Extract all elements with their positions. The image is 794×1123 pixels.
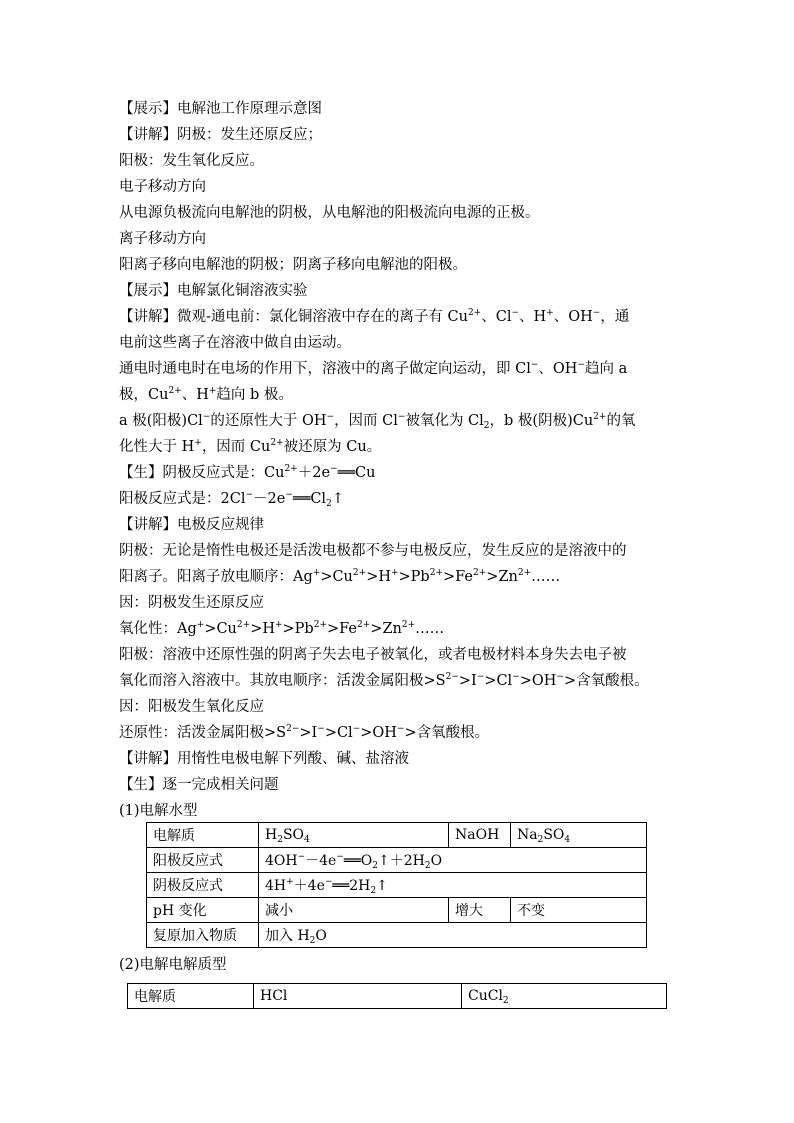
superscript: +	[274, 620, 283, 630]
superscript: +	[312, 568, 321, 578]
table-row	[147, 823, 647, 848]
superscript: −	[476, 672, 485, 682]
text-run: >Cu	[204, 621, 237, 637]
superscript: −	[336, 852, 344, 862]
text-line	[119, 307, 679, 327]
superscript: −	[317, 724, 325, 734]
text-run: ，通	[600, 309, 630, 325]
text-run: NaOH	[455, 827, 500, 843]
text-run: >Fe	[327, 621, 358, 637]
table-cell	[128, 984, 254, 1009]
text-line	[119, 671, 679, 691]
text-run: 、OH	[553, 309, 593, 325]
superscript: −	[324, 877, 333, 887]
text-line	[119, 229, 679, 249]
subscript: 4	[564, 835, 571, 845]
table-cell	[147, 823, 259, 848]
text-line	[119, 151, 679, 171]
text-run: 加入 H	[265, 928, 310, 944]
table-cell	[462, 984, 667, 1009]
text-run: 【展示】电解池工作原理示意图	[119, 101, 322, 117]
text-run: 【讲解】电极反应规律	[119, 517, 264, 533]
table-cell	[147, 873, 259, 898]
text-run: a 极(阳极)Cl	[119, 413, 203, 429]
text-run: ↑	[376, 878, 388, 894]
table-row	[128, 984, 667, 1009]
text-line	[119, 723, 679, 743]
table-cell	[147, 898, 259, 923]
text-line	[119, 177, 679, 197]
superscript: +	[546, 308, 554, 318]
superscript: +	[286, 877, 294, 887]
table-row	[147, 848, 647, 873]
text-run: 不变	[517, 903, 545, 919]
text-run: (2)电解电解质型	[119, 957, 227, 973]
text-run: 【讲解】用惰性电极电解下列酸、碱、盐溶液	[119, 751, 409, 767]
text-run: >Fe	[443, 569, 474, 585]
text-run: ，b 极(阴极)Cu	[489, 413, 594, 429]
text-run: 【生】阴极反应式是：Cu	[119, 465, 285, 481]
text-run: 被氧化为 Cl	[405, 413, 484, 429]
text-run: ══Cu	[337, 465, 376, 481]
text-run: 、Cl	[481, 309, 512, 325]
text-run: 化性大于 H	[119, 439, 195, 455]
text-line	[119, 749, 679, 769]
text-line	[119, 203, 679, 223]
text-run: >Pb	[398, 569, 430, 585]
text-run: 从电源负极流向电解池的阴极，从电解池的阳极流向电源的正极。	[119, 205, 540, 221]
superscript: 2−	[445, 672, 459, 682]
table-cell	[259, 873, 647, 898]
text-line	[119, 255, 679, 275]
subscript: 2	[309, 936, 316, 946]
superscript: 2+	[270, 438, 284, 448]
subscript: 4	[304, 835, 310, 845]
superscript: 2+	[473, 568, 487, 578]
superscript: −	[397, 412, 406, 422]
text-run: 【讲解】微观-通电前：氯化铜溶液中存在的离子有 Cu	[119, 309, 468, 325]
text-run: ……	[531, 569, 561, 585]
superscript: +	[196, 620, 205, 630]
text-run: 趋向 b 极。	[216, 387, 293, 403]
table-cell	[259, 848, 647, 873]
table-row	[147, 923, 647, 948]
text-line	[119, 955, 679, 975]
text-run: 增大	[455, 903, 483, 919]
text-line	[119, 593, 679, 613]
text-run: >I	[458, 673, 477, 689]
text-run: Na	[517, 827, 538, 843]
text-run: 氧化性：Ag	[119, 621, 197, 637]
text-run: H	[265, 827, 278, 843]
text-run: >Cl	[324, 725, 353, 741]
text-run: >Cu	[320, 569, 353, 585]
text-line	[119, 281, 679, 301]
subscript: 2	[372, 861, 378, 871]
text-run: >OH	[360, 725, 397, 741]
text-run: >Pb	[282, 621, 314, 637]
text-run: ＋2e	[297, 465, 331, 481]
text-run: >Zn	[370, 621, 402, 637]
superscript: −	[245, 490, 254, 500]
text-run: 、OH	[538, 361, 578, 377]
text-run: 阳极：发生氧化反应。	[119, 153, 264, 169]
superscript: −	[202, 412, 211, 422]
text-run: O	[430, 853, 443, 869]
text-run: ↑	[331, 491, 344, 507]
text-run: 阳离子移向电解池的阴极；阴离子移向电解池的阳极。	[119, 257, 467, 273]
text-line	[119, 775, 679, 795]
text-run: HCl	[260, 988, 288, 1004]
text-run: 、H	[519, 309, 547, 325]
text-run: O	[315, 928, 327, 944]
text-run: 的还原性大于 OH	[210, 413, 327, 429]
superscript: +	[194, 438, 202, 448]
table-cell	[259, 898, 449, 923]
text-line	[119, 99, 679, 119]
text-run: 因：阳极发生氧化反应	[119, 699, 264, 715]
superscript: −	[556, 672, 564, 682]
superscript: 2+	[313, 620, 328, 630]
text-run: 阴极：无论是惰性电极还是活泼电极都不参与电极反应，发生反应的是溶液中的	[119, 543, 627, 559]
table-cell	[147, 848, 259, 873]
text-run: >I	[299, 725, 318, 741]
text-run: 电前这些离子在溶液中做自由运动。	[119, 335, 351, 351]
text-run: 4H	[265, 878, 287, 894]
superscript: −	[330, 464, 338, 474]
superscript: 2+	[467, 308, 482, 318]
text-run: ══2H	[332, 878, 371, 894]
superscript: −	[577, 360, 585, 370]
superscript: 2+	[401, 620, 416, 630]
text-run: >Cl	[484, 673, 513, 689]
superscript: −	[396, 724, 405, 734]
table-cell	[147, 923, 259, 948]
text-run: 氧化而溶入溶液中。其放电顺序：活泼金属阳极>S	[119, 673, 446, 689]
text-run: 电解质	[153, 828, 195, 844]
text-run: 被还原为 Cu。	[283, 439, 382, 455]
text-line	[119, 489, 679, 509]
table-cell	[449, 898, 511, 923]
text-run: 还原性：活泼金属阳极>S	[119, 725, 287, 741]
text-run: 、H	[181, 387, 209, 403]
subscript: 2	[370, 886, 377, 896]
text-run: CuCl	[468, 988, 503, 1004]
text-run: >H	[366, 569, 391, 585]
superscript: +	[390, 568, 399, 578]
subscript: 2	[277, 835, 283, 845]
text-run: ══Cl	[292, 491, 327, 507]
text-run: 趋向 a	[584, 361, 628, 377]
text-run: (1)电解水型	[119, 803, 198, 819]
table-cell	[259, 923, 647, 948]
superscript: 2+	[357, 620, 371, 630]
superscript: 2+	[517, 568, 532, 578]
text-run: >OH	[519, 673, 557, 689]
table-row	[147, 873, 647, 898]
text-run: ══O	[343, 853, 373, 869]
text-run: 阳极反应式	[153, 853, 223, 869]
electrolyte-type-table	[127, 983, 667, 1009]
text-run: 复原加入物质	[153, 928, 237, 944]
text-run: ……	[415, 621, 445, 637]
text-run: ，因而 Cl	[334, 413, 398, 429]
text-line	[119, 333, 679, 353]
superscript: −	[352, 724, 361, 734]
superscript: −	[511, 308, 520, 318]
table-cell	[259, 823, 449, 848]
text-run: 4OH	[265, 853, 298, 869]
subscript: 2	[537, 835, 544, 845]
text-run: 【讲解】阴极：发生还原反应；	[119, 127, 322, 143]
text-run: 阴极反应式	[153, 878, 223, 894]
subscript: 2	[502, 996, 509, 1006]
text-run: SO	[543, 827, 565, 843]
text-run: 阳极：溶液中还原性强的阴离子失去电子被氧化，或者电极材料本身失去电子被	[119, 647, 627, 663]
table-cell	[449, 823, 511, 848]
text-line	[119, 697, 679, 717]
text-run: >H	[250, 621, 275, 637]
superscript: −	[512, 672, 520, 682]
table-cell	[511, 898, 647, 923]
text-run: －4e	[305, 853, 337, 869]
text-run: ＋4e	[293, 878, 325, 894]
text-line	[119, 567, 679, 587]
text-line	[119, 125, 679, 145]
text-run: >含氧酸根。	[563, 673, 649, 689]
text-line	[119, 801, 679, 821]
superscript: 2+	[593, 412, 607, 422]
text-line	[119, 619, 679, 639]
superscript: 2+	[284, 464, 298, 474]
text-line	[119, 515, 679, 535]
text-run: 电解质	[134, 989, 176, 1005]
electrolysis-water-table	[146, 822, 647, 948]
text-run: 减小	[265, 903, 293, 919]
text-line	[119, 463, 679, 483]
text-line	[119, 541, 679, 561]
text-run: 通电时通电时在电场的作用下，溶液中的离子做定向运动，即 Cl	[119, 361, 531, 377]
subscript: 2	[424, 861, 431, 871]
text-run: >含氧酸根。	[404, 725, 490, 741]
text-run: 电子移动方向	[119, 179, 206, 195]
text-run: 因：阴极发生还原反应	[119, 595, 264, 611]
text-line	[119, 359, 679, 379]
table-cell	[254, 984, 462, 1009]
table-cell	[511, 823, 647, 848]
text-run: 【展示】电解氯化铜溶液实验	[119, 283, 308, 299]
subscript: 2	[326, 499, 332, 509]
text-run: pH 变化	[153, 903, 207, 919]
table-row	[147, 898, 647, 923]
superscript: 2+	[236, 620, 251, 630]
superscript: 2+	[352, 568, 367, 578]
text-line	[119, 385, 679, 405]
superscript: −	[592, 308, 601, 318]
text-line	[119, 437, 679, 457]
text-run: 离子移动方向	[119, 231, 206, 247]
text-line	[119, 411, 679, 431]
text-run: －2e	[253, 491, 286, 507]
superscript: −	[530, 360, 539, 370]
text-run: 阳离子。阳离子放电顺序：Ag	[119, 569, 313, 585]
superscript: −	[285, 490, 293, 500]
text-run: 【生】逐一完成相关问题	[119, 777, 279, 793]
superscript: −	[326, 412, 335, 422]
text-run: 极，Cu	[119, 387, 169, 403]
text-run: SO	[282, 827, 305, 843]
superscript: +	[208, 386, 217, 396]
text-run: 的氧	[606, 413, 636, 429]
text-run: 阳极反应式是：2Cl	[119, 491, 246, 507]
superscript: 2−	[286, 724, 300, 734]
text-line	[119, 645, 679, 665]
text-run: ，因而 Cu	[201, 439, 271, 455]
text-run: >Zn	[486, 569, 518, 585]
superscript: 2+	[168, 386, 182, 396]
superscript: 2+	[429, 568, 444, 578]
superscript: −	[297, 852, 306, 862]
text-run: ↑＋2H	[377, 853, 425, 869]
subscript: 2	[483, 421, 490, 431]
